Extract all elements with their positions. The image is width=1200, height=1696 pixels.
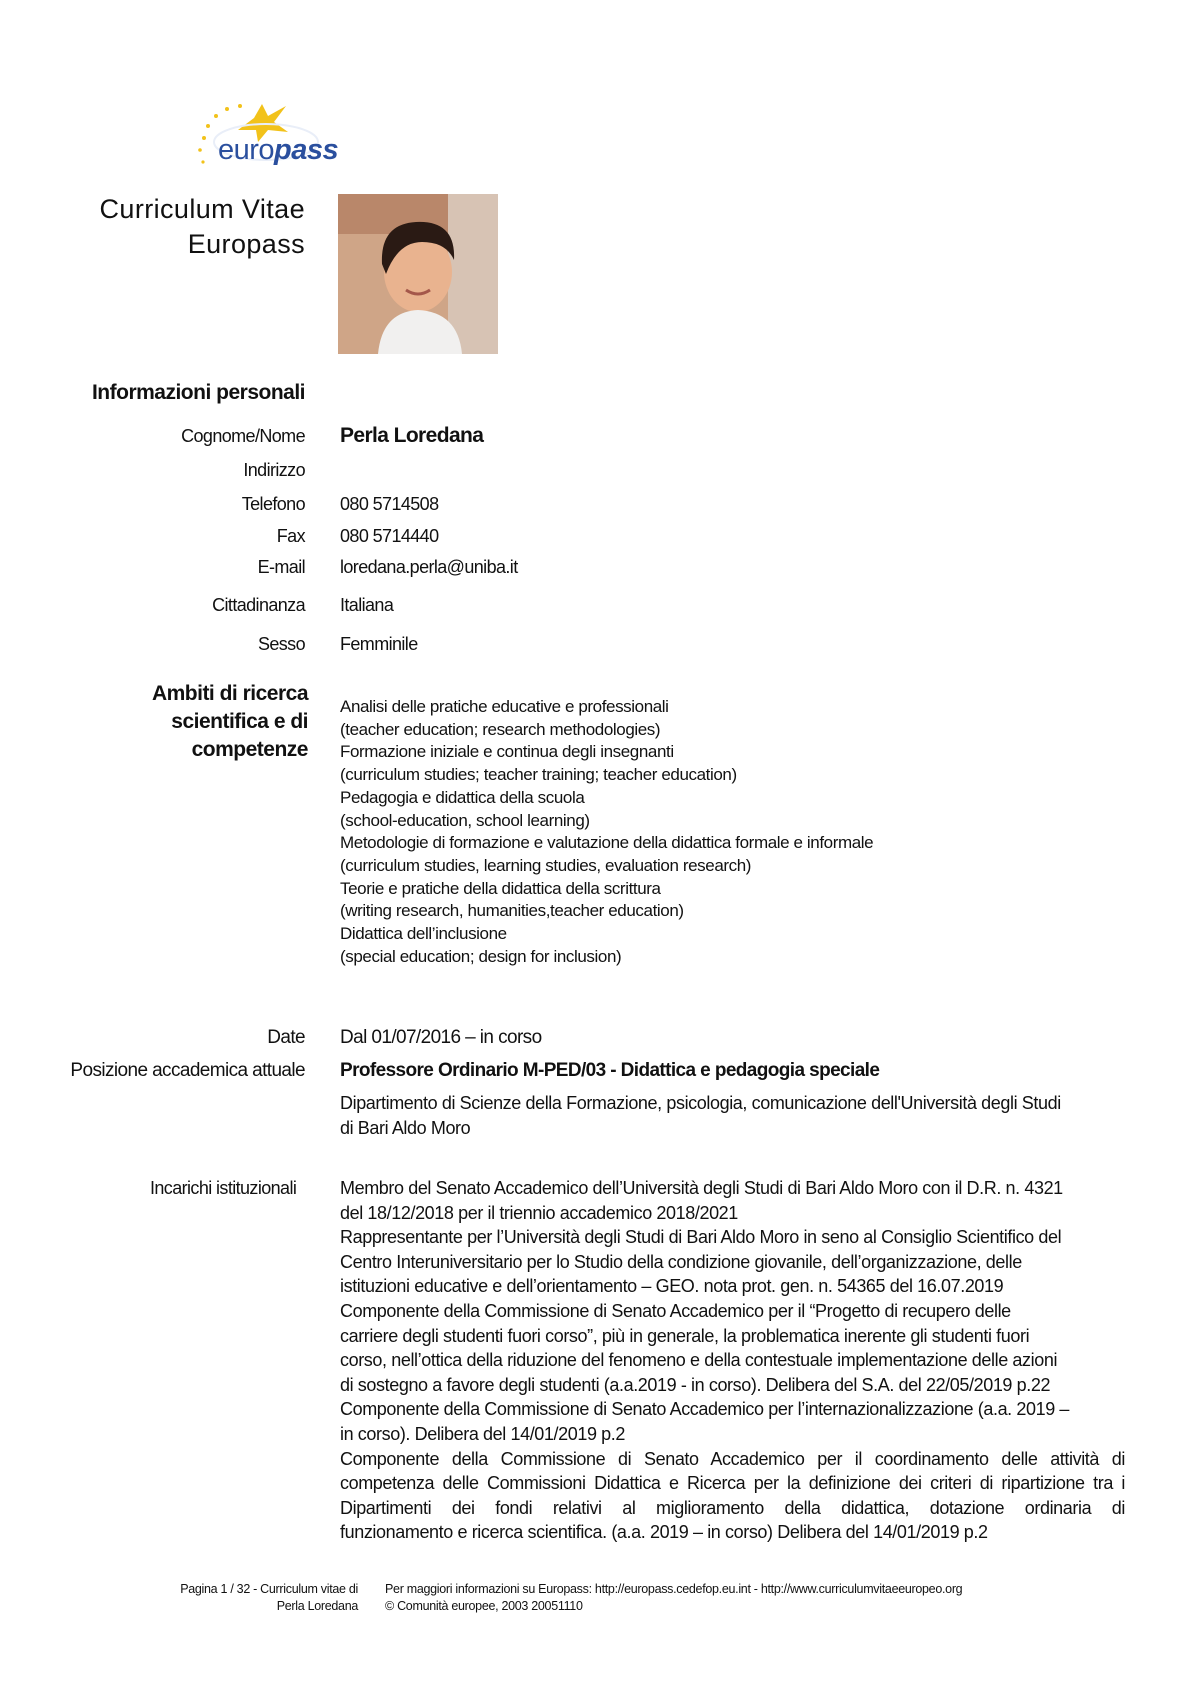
email-label: E-mail: [257, 557, 305, 577]
roles-line: Membro del Senato Accademico dell’Università degli Studi di Bari Aldo Moro con il D.R. n. 4321: [340, 1178, 1063, 1198]
research-line: Pedagogia e didattica della scuola: [340, 787, 585, 807]
fax-value: 080 5714440: [340, 526, 439, 546]
research-heading-line3: competenze: [191, 738, 308, 761]
research-line: (curriculum studies; teacher training; teacher education): [340, 765, 737, 785]
footer-links[interactable]: Per maggiori informazioni su Europass: http://europass.cedefop.eu.int - http://www.curriculumvitaeeuropeo.org: [385, 1582, 963, 1596]
department: [340, 1091, 1125, 1140]
research-line: Analisi delle pratiche educative e professionali: [340, 697, 669, 716]
roles-line: corso, nell’ottica della riduzione del fenomeno e della contestuale implementazione delle azioni: [340, 1350, 1058, 1371]
date-label: Date: [267, 1027, 305, 1048]
footer-copyright: © Comunità europee, 2003 20051110: [385, 1599, 583, 1613]
citizenship-label: Cittadinanza: [212, 595, 305, 615]
cv-title: [5, 192, 305, 262]
email-value[interactable]: loredana.perla@uniba.it: [340, 557, 518, 577]
research-line: Teorie e pratiche della didattica della scrittura: [340, 878, 661, 898]
position-title: Professore Ordinario M-PED/03 - Didattica e pedagogia speciale: [340, 1060, 880, 1081]
research-line: (curriculum studies, learning studies, evaluation research): [340, 855, 752, 875]
roles-list: [340, 1176, 1125, 1545]
roles-line: Rappresentante per l’Università degli Studi di Bari Aldo Moro in seno al Consiglio Scientifico del: [340, 1227, 1062, 1248]
research-line: Formazione iniziale e continua degli insegnanti: [340, 742, 674, 762]
profile-photo: [338, 194, 498, 354]
address-label: Indirizzo: [243, 460, 305, 480]
roles-line: di sostegno a favore degli studenti (a.a.2019 - in corso). Delibera del S.A. del 22/05/2019 p.22: [340, 1374, 1051, 1395]
cv-title-line2: Europass: [187, 229, 305, 259]
research-line: (teacher education; research methodologies): [340, 719, 661, 739]
research-line: (special education; design for inclusion): [340, 946, 622, 966]
roles-label: Incarichi istituzionali: [150, 1178, 297, 1198]
footer-page-info: Pagina 1 / 32 - Curriculum vitae di: [180, 1582, 358, 1596]
footer-left: [180, 1581, 358, 1615]
research-list: [340, 696, 1125, 968]
research-line: Didattica dell’inclusione: [340, 924, 507, 944]
research-line: Metodologie di formazione e valutazione della didattica formale e informale: [340, 833, 874, 853]
roles-line: Dipartimenti dei fondi relativi al miglioramento della didattica, dotazione ordinaria di: [340, 1497, 1125, 1518]
roles-line: carriere degli studenti fuori corso”, più in generale, la problematica inerente gli studenti fuori: [340, 1325, 1030, 1346]
citizenship-value: Italiana: [340, 595, 394, 615]
roles-line: Centro Interuniversitario per lo Studio della condizione giovanile, dell’organizzazione, delle: [340, 1251, 1022, 1272]
logo-text-pass: pass: [274, 134, 339, 166]
surname-name-value: Perla Loredana: [340, 424, 484, 447]
research-line: (writing research, humanities,teacher education): [340, 901, 684, 921]
roles-line: Componente della Commissione di Senato Accademico per il coordinamento delle attività di: [340, 1448, 1125, 1469]
roles-line: del 18/12/2018 per il triennio accademico 2018/2021: [340, 1202, 738, 1223]
date-value: Dal 01/07/2016 – in corso: [340, 1027, 542, 1048]
roles-line: competenza delle Commissioni Didattica e Ricerca per la definizione dei criteri di ripartizione tra i: [340, 1473, 1125, 1494]
roles-line: Componente della Commissione di Senato Accademico per il “Progetto di recupero delle: [340, 1300, 1011, 1321]
roles-line: in corso). Delibera del 14/01/2019 p.2: [340, 1423, 625, 1444]
roles-line: funzionamento e ricerca scientifica. (a.a. 2019 – in corso) Delibera del 14/01/2019 p.2: [340, 1522, 988, 1543]
position-label: Posizione accademica attuale: [70, 1060, 305, 1081]
sex-value: Femminile: [340, 634, 418, 654]
research-heading-line1: Ambiti di ricerca: [151, 682, 308, 705]
roles-line: istituzioni educative e dell’orientamento – GEO. nota prot. gen. n. 54365 del 16.07.2019: [340, 1276, 1004, 1297]
roles-line: Componente della Commissione di Senato Accademico per l’internazionalizzazione (a.a. 2019 –: [340, 1399, 1070, 1420]
department-line: di Bari Aldo Moro: [340, 1117, 471, 1138]
phone-label: Telefono: [241, 494, 305, 514]
phone-value: 080 5714508: [340, 494, 439, 514]
department-line: Dipartimento di Scienze della Formazione, psicologia, comunicazione dell'Università degli Studi: [340, 1093, 1061, 1113]
footer-right: [385, 1581, 962, 1615]
sex-label: Sesso: [257, 634, 305, 654]
europass-logo: [196, 98, 339, 170]
logo-text-euro: euro: [218, 134, 275, 166]
cv-title-line1: Curriculum Vitae: [99, 194, 305, 224]
research-heading: [152, 680, 308, 764]
research-line: (school-education, school learning): [340, 810, 590, 830]
fax-label: Fax: [276, 526, 305, 546]
research-heading-line2: scientifica e di: [171, 710, 308, 733]
footer-name: Perla Loredana: [276, 1599, 358, 1613]
personal-info-heading: Informazioni personali: [91, 381, 305, 404]
surname-name-label: Cognome/Nome: [181, 426, 305, 446]
